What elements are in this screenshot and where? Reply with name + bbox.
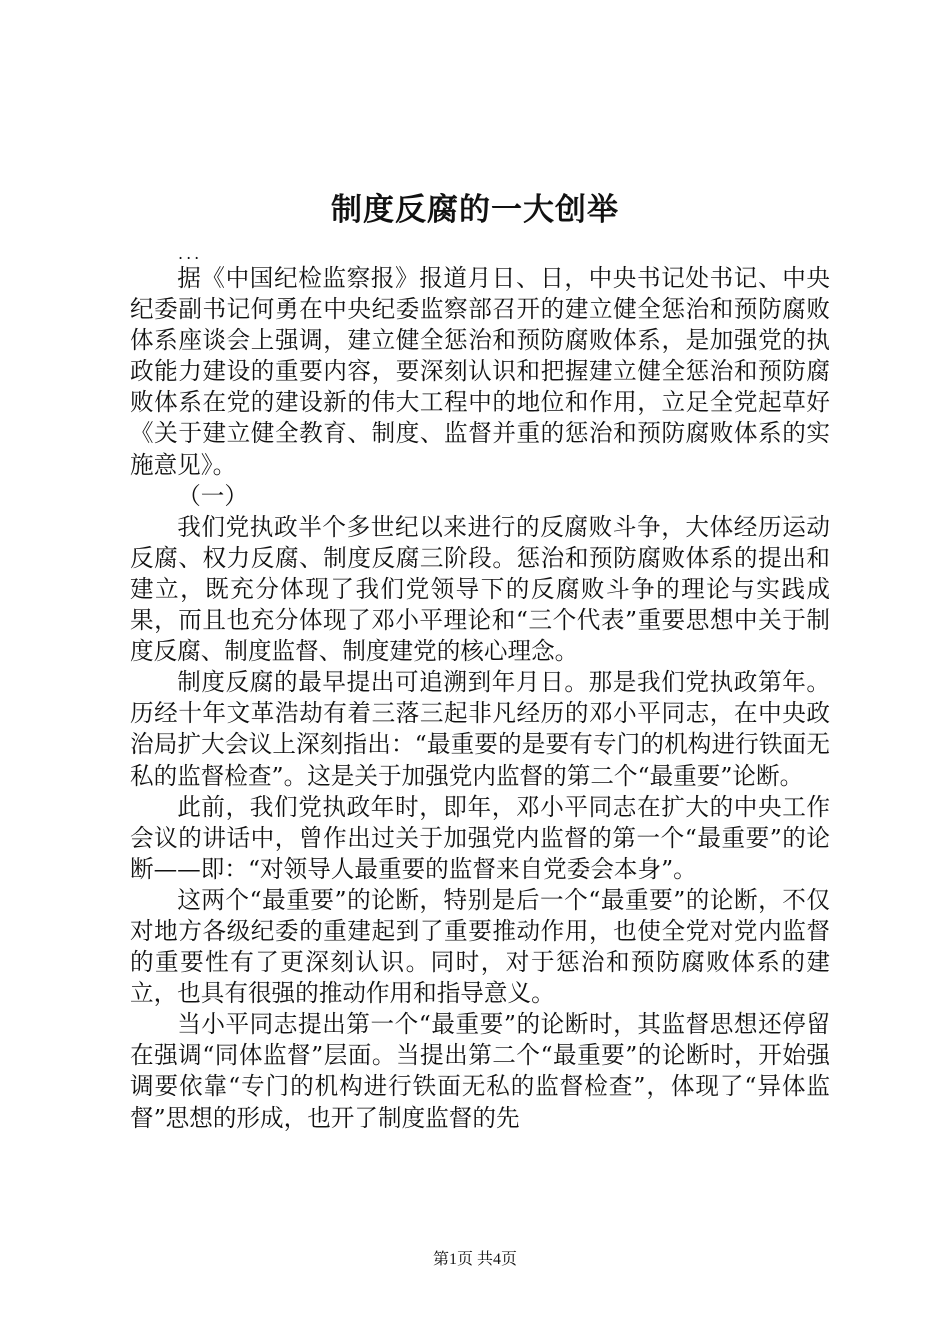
document-title: 制度反腐的一大创举 — [331, 192, 619, 228]
page-footer: 第1页 共4页 — [432, 1251, 517, 1268]
section-heading-1: （一） — [177, 481, 248, 510]
paragraph: 这两个“最重要”的论断，特别是后一个“最重要”的论断，不仅对地方各级纪委的重建起到了重要推动作用，也使全党对党内监督的重要性有了更深刻认识。同时，对于惩治和预防腐败体系的建立，也具有很强的推动作用和指导意义。 — [130, 885, 830, 1008]
paragraph-intro: 据《中国纪检监察报》报道月日、日，中央书记处书记、中央纪委副书记何勇在中央纪委监察部召开的建立健全惩治和预防腐败体系座谈会上强调，建立健全惩治和预防腐败体系，是加强党的执政能力建设的重要内容，要深刻认识和把握建立健全惩治和预防腐败体系在党的建设新的伟大工程中的地位和作用，立足全党起草好《关于建立健全教育、制度、监督并重的惩治和预防腐败体系的实施意见》。 — [130, 264, 830, 479]
paragraph: 我们党执政半个多世纪以来进行的反腐败斗争，大体经历运动反腐、权力反腐、制度反腐三阶段。惩治和预防腐败体系的提出和建立，既充分体现了我们党领导下的反腐败斗争的理论与实践成果，而且也充分体现了邓小平理论和“三个代表”重要思想中关于制度反腐、制度监督、制度建党的核心理念。 — [130, 512, 830, 666]
paragraph: 当小平同志提出第一个“最重要”的论断时，其监督思想还停留在强调“同体监督”层面。当提出第二个“最重要”的论断时，开始强调要依靠“专门的机构进行铁面无私的监督检查”，体现了“异体监督”思想的形成，也开了制度监督的先 — [130, 1010, 830, 1132]
document-body — [130, 263, 830, 1134]
paragraph: 此前，我们党执政年时，即年，邓小平同志在扩大的中央工作会议的讲话中，曾作出过关于加强党内监督的第一个“最重要”的论断——即：“对领导人最重要的监督来自党委会本身”。 — [130, 792, 830, 883]
paragraph: 制度反腐的最早提出可追溯到年月日。那是我们党执政第年。历经十年文革浩劫有着三落三起非凡经历的邓小平同志，在中央政治局扩大会议上深刻指出：“最重要的是要有专门的机构进行铁面无私的监督检查”。这是关于加强党内监督的第二个“最重要”论断。 — [130, 668, 830, 790]
ellipsis-mark: ... — [178, 244, 203, 263]
